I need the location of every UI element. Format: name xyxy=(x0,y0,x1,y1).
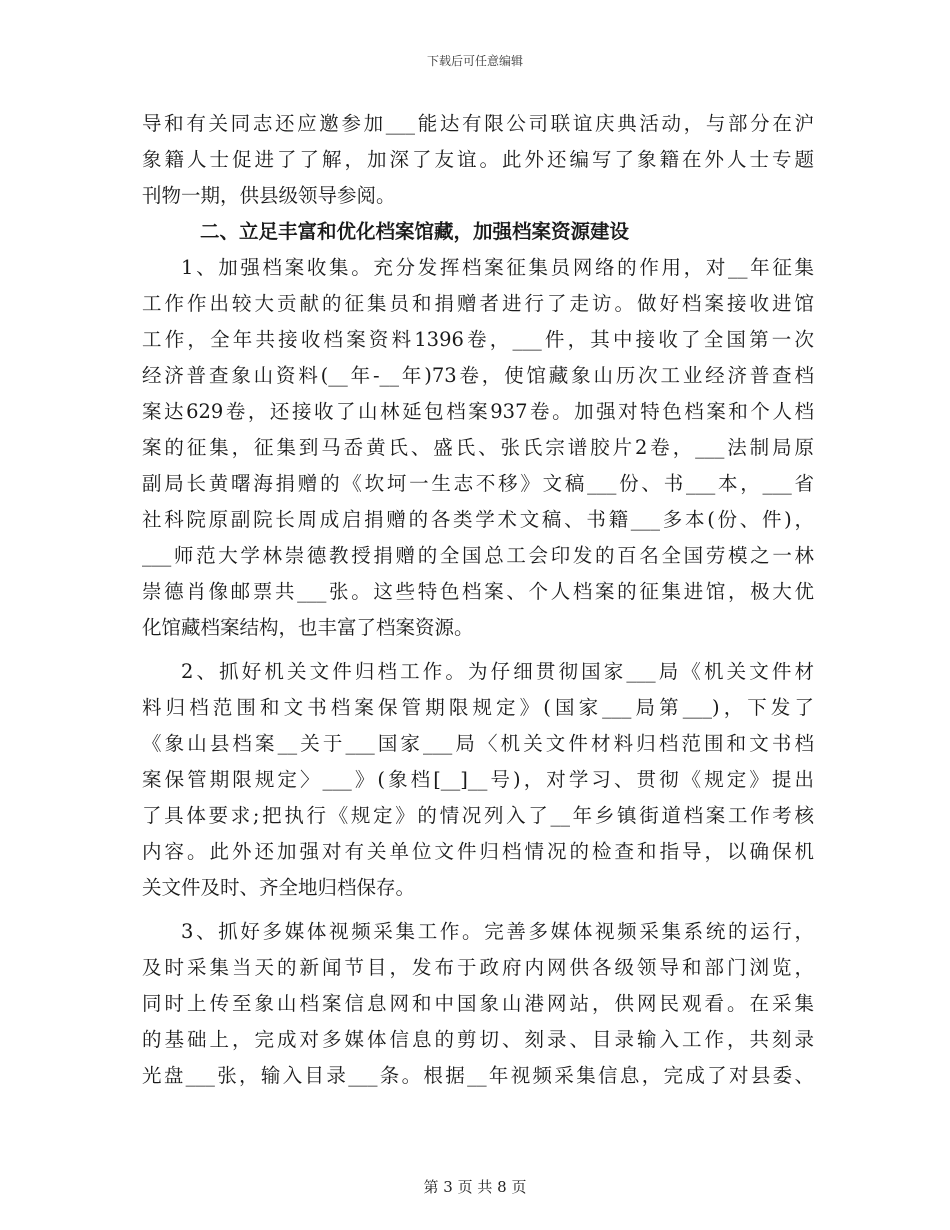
text-line: 刊物一期，供县级领导参阅。 xyxy=(142,184,396,207)
text-line: 案达629卷，还接收了山林延包档案937卷。加强对特色档案和个人档 xyxy=(142,400,814,423)
text-line: 2、抓好机关文件归档工作。为仔细贯彻国家___局《机关文件材 xyxy=(181,660,814,683)
text-line: 工作，全年共接收档案资料1396卷，___件，其中接收了全国第一次 xyxy=(142,328,814,351)
text-line: 3、抓好多媒体视频采集工作。完善多媒体视频采集系统的运行， xyxy=(181,920,814,943)
text-line: 内容。此外还加强对有关单位文件归档情况的检查和指导，以确保机 xyxy=(142,840,814,863)
page-footer: 第 3 页 共 8 页 xyxy=(423,1178,527,1196)
text-line: 了具体要求;把执行《规定》的情况列入了__年乡镇街道档案工作考核 xyxy=(142,804,814,827)
text-line: 经济普查象山资料(__年-__年)73卷，使馆藏象山历次工业经济普查档 xyxy=(142,364,814,387)
text-line: 社科院原副院长周成启捐赠的各类学术文稿、书籍___多本(份、件)， xyxy=(142,508,814,531)
text-line: 崇德肖像邮票共___张。这些特色档案、个人档案的征集进馆，极大优 xyxy=(142,580,814,603)
text-line: 案保管期限规定〉___》(象档[__]__号)，对学习、贯彻《规定》提出 xyxy=(142,768,814,791)
text-line: 副局长黄曙海捐赠的《坎坷一生志不移》文稿___份、书___本，___省 xyxy=(142,472,814,495)
page-header: 下载后可任意编辑 xyxy=(426,54,523,68)
paragraph-archive-collection xyxy=(142,250,814,646)
text-line: 化馆藏档案结构，也丰富了档案资源。 xyxy=(142,616,474,639)
paragraph-file-archiving xyxy=(142,654,814,906)
text-line: 光盘___张，输入目录___条。根据__年视频采集信息，完成了对县委、 xyxy=(142,1064,814,1087)
text-line: 及时采集当天的新闻节目，发布于政府内网供各级领导和部门浏览， xyxy=(142,956,814,979)
text-line: 《象山县档案__关于___国家___局〈机关文件材料归档范围和文书档 xyxy=(142,732,814,755)
document-body xyxy=(142,106,814,1094)
text-line: 导和有关同志还应邀参加___能达有限公司联谊庆典活动，与部分在沪 xyxy=(142,112,814,135)
text-line: 料归档范围和文书档案保管期限规定》(国家___局第___)，下发了 xyxy=(142,696,814,719)
paragraph-intro xyxy=(142,106,814,214)
section-heading: 二、立足丰富和优化档案馆藏，加强档案资源建设 xyxy=(200,220,630,243)
text-line: 关文件及时、齐全地归档保存。 xyxy=(142,876,416,899)
text-line: 的基础上，完成对多媒体信息的剪切、刻录、目录输入工作，共刻录 xyxy=(142,1028,814,1051)
text-line: 案的征集，征集到马岙黄氏、盛氏、张氏宗谱胶片2卷，___法制局原 xyxy=(142,436,814,459)
text-line: ___师范大学林崇德教授捐赠的全国总工会印发的百名全国劳模之一林 xyxy=(142,544,814,567)
text-line: 1、加强档案收集。充分发挥档案征集员网络的作用，对__年征集 xyxy=(181,256,814,279)
text-line: 象籍人士促进了了解，加深了友谊。此外还编写了象籍在外人士专题 xyxy=(142,148,814,171)
text-line: 同时上传至象山档案信息网和中国象山港网站，供网民观看。在采集 xyxy=(142,992,814,1015)
text-line: 工作作出较大贡献的征集员和捐赠者进行了走访。做好档案接收进馆 xyxy=(142,292,814,315)
paragraph-multimedia xyxy=(142,914,814,1094)
